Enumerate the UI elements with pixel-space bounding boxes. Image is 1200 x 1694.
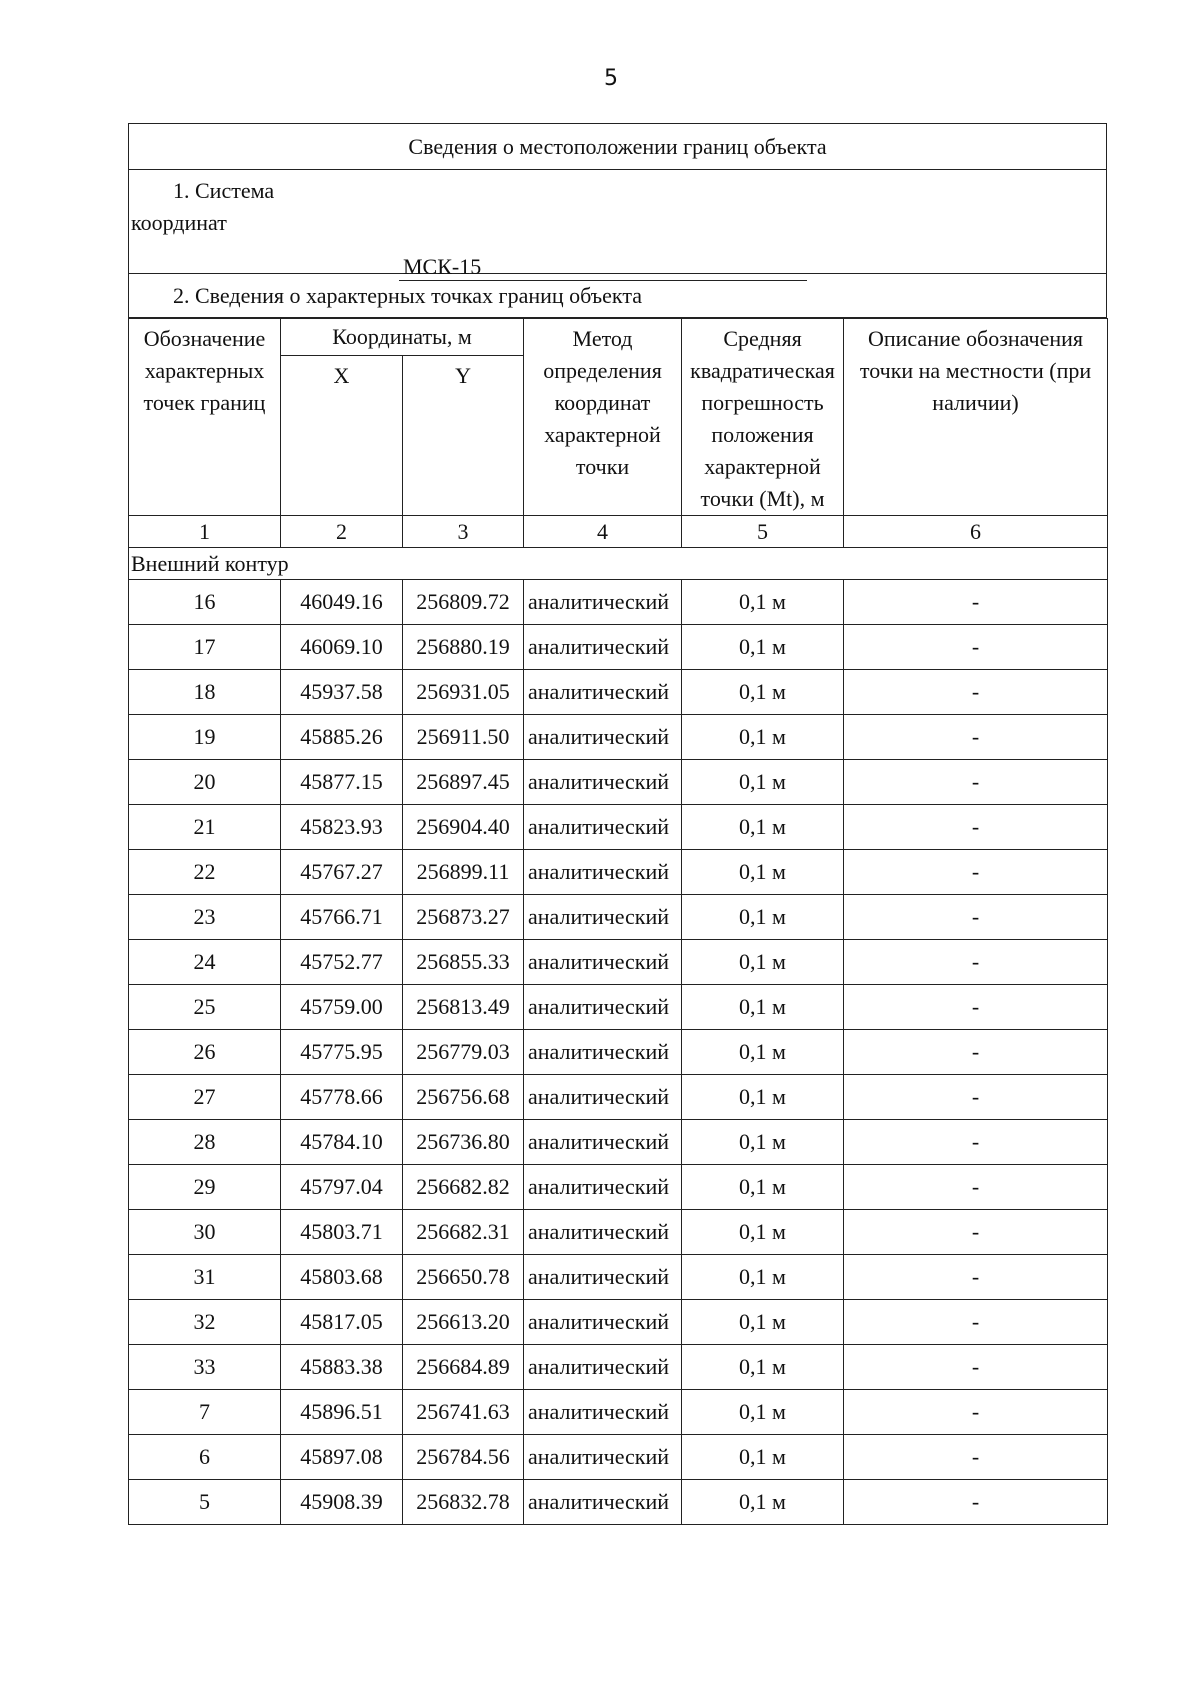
- table-row: [129, 1435, 1108, 1480]
- accuracy-cell: 0,1 м: [682, 715, 844, 760]
- method-cell: аналитический: [524, 760, 682, 805]
- accuracy-cell: 0,1 м: [682, 625, 844, 670]
- description-cell: -: [844, 895, 1108, 940]
- method-cell: аналитический: [524, 625, 682, 670]
- method-cell: аналитический: [524, 1390, 682, 1435]
- header-x: X: [281, 356, 403, 516]
- y-coordinate-cell: 256736.80: [403, 1120, 524, 1165]
- table-row: [129, 1300, 1108, 1345]
- point-cell: 21: [129, 805, 281, 850]
- description-cell: -: [844, 850, 1108, 895]
- point-cell: 28: [129, 1120, 281, 1165]
- accuracy-cell: 0,1 м: [682, 1345, 844, 1390]
- table-row: [129, 1480, 1108, 1525]
- description-cell: -: [844, 940, 1108, 985]
- accuracy-cell: 0,1 м: [682, 1120, 844, 1165]
- method-cell: аналитический: [524, 1300, 682, 1345]
- x-coordinate-cell: 45778.66: [281, 1075, 403, 1120]
- accuracy-cell: 0,1 м: [682, 985, 844, 1030]
- point-cell: 18: [129, 670, 281, 715]
- accuracy-cell: 0,1 м: [682, 895, 844, 940]
- description-cell: -: [844, 760, 1108, 805]
- table-row: [129, 1255, 1108, 1300]
- y-coordinate-cell: 256682.82: [403, 1165, 524, 1210]
- coordinate-system-label-line2: координат: [131, 210, 227, 235]
- description-cell: -: [844, 805, 1108, 850]
- method-cell: аналитический: [524, 1480, 682, 1525]
- accuracy-cell: 0,1 м: [682, 1165, 844, 1210]
- x-coordinate-cell: 45877.15: [281, 760, 403, 805]
- y-coordinate-cell: 256650.78: [403, 1255, 524, 1300]
- accuracy-cell: 0,1 м: [682, 1075, 844, 1120]
- x-coordinate-cell: 45883.38: [281, 1345, 403, 1390]
- method-cell: аналитический: [524, 670, 682, 715]
- description-cell: -: [844, 1255, 1108, 1300]
- coordinate-system-value: МСК-15: [399, 254, 807, 281]
- table-row: [129, 940, 1108, 985]
- accuracy-cell: 0,1 м: [682, 1300, 844, 1345]
- x-coordinate-cell: 45896.51: [281, 1390, 403, 1435]
- method-cell: аналитический: [524, 895, 682, 940]
- x-coordinate-cell: 45784.10: [281, 1120, 403, 1165]
- point-cell: 30: [129, 1210, 281, 1255]
- table-row: [129, 1345, 1108, 1390]
- method-cell: аналитический: [524, 1210, 682, 1255]
- table-row: [129, 1390, 1108, 1435]
- table-row: [129, 850, 1108, 895]
- section-row: [129, 548, 1108, 580]
- y-coordinate-cell: 256813.49: [403, 985, 524, 1030]
- description-cell: -: [844, 1435, 1108, 1480]
- table-row: [129, 715, 1108, 760]
- y-coordinate-cell: 256832.78: [403, 1480, 524, 1525]
- y-coordinate-cell: 256911.50: [403, 715, 524, 760]
- coordinate-system-label-line1: 1. Система: [173, 178, 275, 203]
- description-cell: -: [844, 1210, 1108, 1255]
- description-cell: -: [844, 1030, 1108, 1075]
- accuracy-cell: 0,1 м: [682, 1480, 844, 1525]
- x-coordinate-cell: 45885.26: [281, 715, 403, 760]
- y-coordinate-cell: 256904.40: [403, 805, 524, 850]
- point-cell: 31: [129, 1255, 281, 1300]
- x-coordinate-cell: 45817.05: [281, 1300, 403, 1345]
- x-coordinate-cell: 45767.27: [281, 850, 403, 895]
- point-cell: 5: [129, 1480, 281, 1525]
- accuracy-cell: 0,1 м: [682, 1210, 844, 1255]
- page-number: 5: [604, 66, 618, 91]
- header-method: Метод определения координат характерной точки: [524, 319, 682, 516]
- outer-contour-label: Внешний контур: [129, 548, 1108, 580]
- x-coordinate-cell: 45897.08: [281, 1435, 403, 1480]
- table-row: [129, 1210, 1108, 1255]
- point-cell: 20: [129, 760, 281, 805]
- header-point-designation: Обозначение характерных точек границ: [129, 319, 281, 516]
- accuracy-cell: 0,1 м: [682, 1030, 844, 1075]
- accuracy-cell: 0,1 м: [682, 670, 844, 715]
- table-row: [129, 985, 1108, 1030]
- accuracy-cell: 0,1 м: [682, 1435, 844, 1480]
- point-cell: 33: [129, 1345, 281, 1390]
- x-coordinate-cell: 45752.77: [281, 940, 403, 985]
- description-cell: -: [844, 1165, 1108, 1210]
- point-cell: 25: [129, 985, 281, 1030]
- method-cell: аналитический: [524, 1120, 682, 1165]
- method-cell: аналитический: [524, 940, 682, 985]
- x-coordinate-cell: 45797.04: [281, 1165, 403, 1210]
- method-cell: аналитический: [524, 1255, 682, 1300]
- description-cell: -: [844, 985, 1108, 1030]
- y-coordinate-cell: 256809.72: [403, 580, 524, 625]
- column-number: 6: [844, 516, 1108, 548]
- y-coordinate-cell: 256880.19: [403, 625, 524, 670]
- x-coordinate-cell: 45803.71: [281, 1210, 403, 1255]
- table-row: [129, 1165, 1108, 1210]
- table-row: [129, 580, 1108, 625]
- header-description: Описание обозначения точки на местности (при наличии): [844, 319, 1108, 516]
- y-coordinate-cell: 256784.56: [403, 1435, 524, 1480]
- y-coordinate-cell: 256897.45: [403, 760, 524, 805]
- y-coordinate-cell: 256899.11: [403, 850, 524, 895]
- column-number: 2: [281, 516, 403, 548]
- description-cell: -: [844, 625, 1108, 670]
- header-y: Y: [403, 356, 524, 516]
- description-cell: -: [844, 715, 1108, 760]
- document-title: Сведения о местоположении границ объекта: [129, 124, 1106, 170]
- method-cell: аналитический: [524, 715, 682, 760]
- point-cell: 22: [129, 850, 281, 895]
- description-cell: -: [844, 1120, 1108, 1165]
- point-cell: 17: [129, 625, 281, 670]
- y-coordinate-cell: 256931.05: [403, 670, 524, 715]
- x-coordinate-cell: 45766.71: [281, 895, 403, 940]
- method-cell: аналитический: [524, 580, 682, 625]
- boundary-document: [128, 123, 1107, 1525]
- document-header-box: [128, 123, 1107, 318]
- table-row: [129, 625, 1108, 670]
- x-coordinate-cell: 45937.58: [281, 670, 403, 715]
- method-cell: аналитический: [524, 805, 682, 850]
- point-cell: 24: [129, 940, 281, 985]
- accuracy-cell: 0,1 м: [682, 580, 844, 625]
- table-row: [129, 1120, 1108, 1165]
- x-coordinate-cell: 46049.16: [281, 580, 403, 625]
- table-row: [129, 670, 1108, 715]
- description-cell: -: [844, 670, 1108, 715]
- point-cell: 32: [129, 1300, 281, 1345]
- accuracy-cell: 0,1 м: [682, 760, 844, 805]
- method-cell: аналитический: [524, 985, 682, 1030]
- point-cell: 26: [129, 1030, 281, 1075]
- y-coordinate-cell: 256682.31: [403, 1210, 524, 1255]
- x-coordinate-cell: 45775.95: [281, 1030, 403, 1075]
- description-cell: -: [844, 580, 1108, 625]
- y-coordinate-cell: 256756.68: [403, 1075, 524, 1120]
- y-coordinate-cell: 256779.03: [403, 1030, 524, 1075]
- table-row: [129, 1030, 1108, 1075]
- column-number: 5: [682, 516, 844, 548]
- accuracy-cell: 0,1 м: [682, 805, 844, 850]
- description-cell: -: [844, 1390, 1108, 1435]
- x-coordinate-cell: 45803.68: [281, 1255, 403, 1300]
- table-row: [129, 895, 1108, 940]
- x-coordinate-cell: 46069.10: [281, 625, 403, 670]
- description-cell: -: [844, 1480, 1108, 1525]
- method-cell: аналитический: [524, 1165, 682, 1210]
- column-number: 1: [129, 516, 281, 548]
- y-coordinate-cell: 256613.20: [403, 1300, 524, 1345]
- method-cell: аналитический: [524, 1345, 682, 1390]
- method-cell: аналитический: [524, 1075, 682, 1120]
- point-cell: 29: [129, 1165, 281, 1210]
- section-title: 2. Сведения о характерных точках границ объекта: [129, 274, 1106, 318]
- column-number: 4: [524, 516, 682, 548]
- point-cell: 23: [129, 895, 281, 940]
- table-row: [129, 760, 1108, 805]
- table-row: [129, 1075, 1108, 1120]
- accuracy-cell: 0,1 м: [682, 1390, 844, 1435]
- point-cell: 6: [129, 1435, 281, 1480]
- y-coordinate-cell: 256741.63: [403, 1390, 524, 1435]
- coordinate-system-block: [129, 170, 1106, 279]
- header-coordinates: Координаты, м: [281, 319, 524, 356]
- y-coordinate-cell: 256873.27: [403, 895, 524, 940]
- method-cell: аналитический: [524, 1030, 682, 1075]
- point-cell: 27: [129, 1075, 281, 1120]
- accuracy-cell: 0,1 м: [682, 940, 844, 985]
- point-cell: 7: [129, 1390, 281, 1435]
- x-coordinate-cell: 45908.39: [281, 1480, 403, 1525]
- accuracy-cell: 0,1 м: [682, 1255, 844, 1300]
- header-accuracy: Средняя квадратическая погрешность положения характерной точки (Mt), м: [682, 319, 844, 516]
- x-coordinate-cell: 45759.00: [281, 985, 403, 1030]
- column-number-row: [129, 516, 1108, 548]
- method-cell: аналитический: [524, 1435, 682, 1480]
- column-number: 3: [403, 516, 524, 548]
- y-coordinate-cell: 256684.89: [403, 1345, 524, 1390]
- x-coordinate-cell: 45823.93: [281, 805, 403, 850]
- point-cell: 19: [129, 715, 281, 760]
- description-cell: -: [844, 1075, 1108, 1120]
- description-cell: -: [844, 1300, 1108, 1345]
- accuracy-cell: 0,1 м: [682, 850, 844, 895]
- y-coordinate-cell: 256855.33: [403, 940, 524, 985]
- point-cell: 16: [129, 580, 281, 625]
- description-cell: -: [844, 1345, 1108, 1390]
- points-table: [128, 318, 1108, 1525]
- table-row: [129, 805, 1108, 850]
- method-cell: аналитический: [524, 850, 682, 895]
